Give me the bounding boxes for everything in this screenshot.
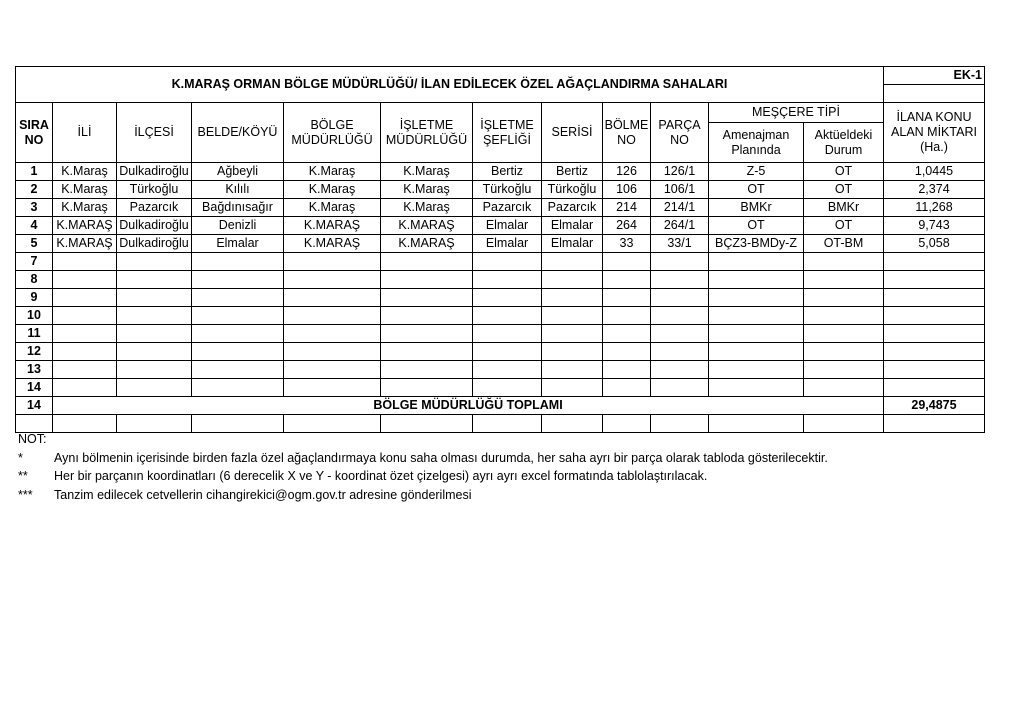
cell-seflik: Türkoğlu bbox=[473, 181, 542, 199]
cell-ilcesi bbox=[117, 289, 192, 307]
cell-bolme: 214 bbox=[603, 199, 651, 217]
header-ili: İLİ bbox=[53, 103, 117, 163]
notes-section bbox=[18, 430, 828, 504]
cell-seri: Elmalar bbox=[542, 217, 603, 235]
cell-ilcesi: Dulkadiroğlu bbox=[117, 217, 192, 235]
cell-alan bbox=[884, 289, 985, 307]
cell-no: 1 bbox=[16, 163, 53, 181]
total-value: 29,4875 bbox=[884, 397, 985, 415]
cell-ilcesi: Dulkadiroğlu bbox=[117, 163, 192, 181]
cell-bolge bbox=[284, 307, 381, 325]
cell-bolge: K.MARAŞ bbox=[284, 217, 381, 235]
cell-amenajman bbox=[709, 325, 804, 343]
blank-cell bbox=[884, 415, 985, 433]
cell-isletme bbox=[381, 379, 473, 397]
cell-bolge bbox=[284, 289, 381, 307]
cell-seflik bbox=[473, 361, 542, 379]
table-row bbox=[16, 253, 985, 271]
cell-amenajman: OT bbox=[709, 181, 804, 199]
cell-isletme: K.Maraş bbox=[381, 163, 473, 181]
header-sefligi: İŞLETME ŞEFLİĞİ bbox=[473, 103, 542, 163]
table-row bbox=[16, 325, 985, 343]
cell-bolge: K.Maraş bbox=[284, 181, 381, 199]
cell-aktuel bbox=[804, 253, 884, 271]
cell-ili: K.Maraş bbox=[53, 199, 117, 217]
cell-bolge: K.Maraş bbox=[284, 199, 381, 217]
cell-seflik: Pazarcık bbox=[473, 199, 542, 217]
note-item bbox=[18, 486, 828, 505]
header-belde: BELDE/KÖYÜ bbox=[192, 103, 284, 163]
cell-isletme bbox=[381, 253, 473, 271]
cell-alan: 11,268 bbox=[884, 199, 985, 217]
cell-bolge bbox=[284, 325, 381, 343]
cell-isletme: K.MARAŞ bbox=[381, 217, 473, 235]
cell-parca: 126/1 bbox=[651, 163, 709, 181]
cell-belde bbox=[192, 289, 284, 307]
cell-amenajman: OT bbox=[709, 217, 804, 235]
cell-parca bbox=[651, 271, 709, 289]
cell-isletme: K.Maraş bbox=[381, 199, 473, 217]
cell-ili bbox=[53, 307, 117, 325]
header-sira: SIRA NO bbox=[16, 103, 53, 163]
cell-no: 11 bbox=[16, 325, 53, 343]
cell-belde: Elmalar bbox=[192, 235, 284, 253]
cell-parca: 33/1 bbox=[651, 235, 709, 253]
cell-bolme: 264 bbox=[603, 217, 651, 235]
cell-seri: Bertiz bbox=[542, 163, 603, 181]
cell-ilcesi: Pazarcık bbox=[117, 199, 192, 217]
cell-belde bbox=[192, 379, 284, 397]
cell-ilcesi: Dulkadiroğlu bbox=[117, 235, 192, 253]
cell-ilcesi: Türkoğlu bbox=[117, 181, 192, 199]
note-text: Her bir parçanın koordinatları (6 derecelik X ve Y - koordinat özet çizelgesi) ayrı ayrı excel formatında tablolaştırılacak. bbox=[54, 469, 708, 483]
cell-no: 8 bbox=[16, 271, 53, 289]
table-row bbox=[16, 379, 985, 397]
table-row bbox=[16, 343, 985, 361]
cell-seri bbox=[542, 271, 603, 289]
total-row-number: 14 bbox=[16, 397, 53, 415]
cell-isletme bbox=[381, 361, 473, 379]
cell-aktuel: OT bbox=[804, 181, 884, 199]
notes-heading: NOT: bbox=[18, 432, 47, 446]
note-text: Aynı bölmenin içerisinde birden fazla özel ağaçlandırmaya konu saha olması durumda, her saha ayrı bir parça olarak tabloda gösterilecektir. bbox=[54, 450, 828, 465]
cell-seflik bbox=[473, 307, 542, 325]
header-amenajman: Amenajman Planında bbox=[709, 123, 804, 163]
cell-parca bbox=[651, 325, 709, 343]
cell-ili: K.Maraş bbox=[53, 181, 117, 199]
cell-no: 3 bbox=[16, 199, 53, 217]
cell-parca bbox=[651, 289, 709, 307]
cell-amenajman bbox=[709, 253, 804, 271]
cell-aktuel: OT bbox=[804, 163, 884, 181]
cell-belde bbox=[192, 271, 284, 289]
cell-bolme bbox=[603, 253, 651, 271]
cell-seri bbox=[542, 325, 603, 343]
cell-bolge: K.MARAŞ bbox=[284, 235, 381, 253]
cell-seri: Türkoğlu bbox=[542, 181, 603, 199]
cell-amenajman bbox=[709, 271, 804, 289]
cell-no: 12 bbox=[16, 343, 53, 361]
cell-bolge bbox=[284, 361, 381, 379]
cell-isletme bbox=[381, 289, 473, 307]
cell-aktuel bbox=[804, 307, 884, 325]
cell-ili bbox=[53, 289, 117, 307]
cell-alan bbox=[884, 343, 985, 361]
header-alan: İLANA KONU ALAN MİKTARI (Ha.) bbox=[884, 103, 985, 163]
cell-aktuel bbox=[804, 325, 884, 343]
cell-ilcesi bbox=[117, 307, 192, 325]
cell-seflik bbox=[473, 325, 542, 343]
note-marker: *** bbox=[18, 487, 33, 502]
cell-isletme bbox=[381, 325, 473, 343]
cell-seflik bbox=[473, 343, 542, 361]
cell-seflik: Bertiz bbox=[473, 163, 542, 181]
header-parca: PARÇA NO bbox=[651, 103, 709, 163]
cell-parca: 264/1 bbox=[651, 217, 709, 235]
header-ilcesi: İLÇESİ bbox=[117, 103, 192, 163]
cell-parca bbox=[651, 307, 709, 325]
cell-ili bbox=[53, 343, 117, 361]
cell-bolme bbox=[603, 307, 651, 325]
annex-blank-cell bbox=[884, 85, 985, 103]
cell-alan bbox=[884, 271, 985, 289]
cell-aktuel: OT bbox=[804, 217, 884, 235]
cell-no: 10 bbox=[16, 307, 53, 325]
cell-amenajman: Z-5 bbox=[709, 163, 804, 181]
cell-bolge bbox=[284, 253, 381, 271]
cell-ilcesi bbox=[117, 271, 192, 289]
cell-belde bbox=[192, 253, 284, 271]
cell-alan bbox=[884, 307, 985, 325]
cell-seflik bbox=[473, 271, 542, 289]
cell-amenajman: BMKr bbox=[709, 199, 804, 217]
cell-bolge bbox=[284, 343, 381, 361]
cell-seri bbox=[542, 289, 603, 307]
cell-ilcesi bbox=[117, 379, 192, 397]
cell-alan bbox=[884, 325, 985, 343]
table-row bbox=[16, 289, 985, 307]
cell-bolme bbox=[603, 271, 651, 289]
cell-bolme bbox=[603, 325, 651, 343]
cell-ili: K.MARAŞ bbox=[53, 217, 117, 235]
cell-amenajman bbox=[709, 361, 804, 379]
cell-ili bbox=[53, 253, 117, 271]
note-item bbox=[18, 449, 828, 468]
table-row bbox=[16, 181, 985, 199]
cell-belde bbox=[192, 325, 284, 343]
cell-isletme: K.MARAŞ bbox=[381, 235, 473, 253]
cell-aktuel bbox=[804, 289, 884, 307]
cell-no: 4 bbox=[16, 217, 53, 235]
header-bolge: BÖLGE MÜDÜRLÜĞÜ bbox=[284, 103, 381, 163]
cell-belde: Denizli bbox=[192, 217, 284, 235]
table-row bbox=[16, 217, 985, 235]
cell-parca: 106/1 bbox=[651, 181, 709, 199]
cell-alan bbox=[884, 253, 985, 271]
cell-parca bbox=[651, 253, 709, 271]
header-aktuel: Aktüeldeki Durum bbox=[804, 123, 884, 163]
cell-amenajman bbox=[709, 289, 804, 307]
cell-bolge: K.Maraş bbox=[284, 163, 381, 181]
table-row bbox=[16, 163, 985, 181]
cell-ili bbox=[53, 379, 117, 397]
cell-bolge bbox=[284, 271, 381, 289]
cell-alan bbox=[884, 361, 985, 379]
note-item bbox=[18, 467, 828, 486]
cell-belde bbox=[192, 361, 284, 379]
cell-alan: 9,743 bbox=[884, 217, 985, 235]
cell-ilcesi bbox=[117, 253, 192, 271]
cell-isletme bbox=[381, 307, 473, 325]
header-bolme: BÖLME NO bbox=[603, 103, 651, 163]
header-isletme: İŞLETME MÜDÜRLÜĞÜ bbox=[381, 103, 473, 163]
note-text: Tanzim edilecek cetvellerin cihangirekici@ogm.gov.tr adresine gönderilmesi bbox=[54, 487, 472, 502]
cell-seri bbox=[542, 253, 603, 271]
cell-aktuel: OT-BM bbox=[804, 235, 884, 253]
cell-belde: Kılılı bbox=[192, 181, 284, 199]
table-row bbox=[16, 271, 985, 289]
cell-bolme bbox=[603, 361, 651, 379]
cell-parca bbox=[651, 379, 709, 397]
cell-seri bbox=[542, 343, 603, 361]
cell-no: 13 bbox=[16, 361, 53, 379]
note-marker: * bbox=[18, 450, 23, 465]
cell-isletme bbox=[381, 343, 473, 361]
cell-parca bbox=[651, 343, 709, 361]
cell-belde bbox=[192, 343, 284, 361]
cell-seri bbox=[542, 379, 603, 397]
cell-bolge bbox=[284, 379, 381, 397]
note-marker: ** bbox=[18, 469, 28, 483]
cell-seri bbox=[542, 307, 603, 325]
cell-seri: Pazarcık bbox=[542, 199, 603, 217]
cell-no: 14 bbox=[16, 379, 53, 397]
cell-no: 9 bbox=[16, 289, 53, 307]
table-row bbox=[16, 307, 985, 325]
total-label: BÖLGE MÜDÜRLÜĞÜ TOPLAMI bbox=[53, 397, 884, 415]
cell-bolme: 106 bbox=[603, 181, 651, 199]
cell-seflik: Elmalar bbox=[473, 217, 542, 235]
header-serisi: SERİSİ bbox=[542, 103, 603, 163]
cell-alan: 2,374 bbox=[884, 181, 985, 199]
cell-seflik bbox=[473, 289, 542, 307]
cell-ili bbox=[53, 325, 117, 343]
cell-isletme bbox=[381, 271, 473, 289]
cell-ili bbox=[53, 271, 117, 289]
cell-parca: 214/1 bbox=[651, 199, 709, 217]
cell-amenajman: BÇZ3-BMDy-Z bbox=[709, 235, 804, 253]
cell-alan: 1,0445 bbox=[884, 163, 985, 181]
cell-aktuel bbox=[804, 361, 884, 379]
cell-bolme bbox=[603, 343, 651, 361]
cell-bolme bbox=[603, 289, 651, 307]
cell-parca bbox=[651, 361, 709, 379]
cell-belde: Ağbeyli bbox=[192, 163, 284, 181]
header-mescere: MEŞÇERE TİPİ bbox=[709, 103, 884, 123]
cell-belde: Bağdınısağır bbox=[192, 199, 284, 217]
cell-ili: K.MARAŞ bbox=[53, 235, 117, 253]
cell-amenajman bbox=[709, 307, 804, 325]
cell-alan: 5,058 bbox=[884, 235, 985, 253]
cell-seflik: Elmalar bbox=[473, 235, 542, 253]
cell-bolme: 33 bbox=[603, 235, 651, 253]
document-title: K.MARAŞ ORMAN BÖLGE MÜDÜRLÜĞÜ/ İLAN EDİLECEK ÖZEL AĞAÇLANDIRMA SAHALARI bbox=[16, 67, 884, 103]
cell-ili: K.Maraş bbox=[53, 163, 117, 181]
cell-no: 2 bbox=[16, 181, 53, 199]
cell-belde bbox=[192, 307, 284, 325]
cell-seri bbox=[542, 361, 603, 379]
cell-ilcesi bbox=[117, 325, 192, 343]
cell-no: 7 bbox=[16, 253, 53, 271]
cell-seri: Elmalar bbox=[542, 235, 603, 253]
table-row bbox=[16, 361, 985, 379]
cell-bolme bbox=[603, 379, 651, 397]
table-row bbox=[16, 199, 985, 217]
cell-isletme: K.Maraş bbox=[381, 181, 473, 199]
cell-ili bbox=[53, 361, 117, 379]
cell-no: 5 bbox=[16, 235, 53, 253]
cell-amenajman bbox=[709, 343, 804, 361]
cell-aktuel bbox=[804, 271, 884, 289]
annex-label: EK-1 bbox=[884, 67, 985, 85]
afforestation-table bbox=[15, 66, 985, 433]
cell-ilcesi bbox=[117, 343, 192, 361]
cell-alan bbox=[884, 379, 985, 397]
cell-aktuel bbox=[804, 379, 884, 397]
table-row bbox=[16, 235, 985, 253]
cell-amenajman bbox=[709, 379, 804, 397]
cell-seflik bbox=[473, 253, 542, 271]
cell-aktuel bbox=[804, 343, 884, 361]
cell-aktuel: BMKr bbox=[804, 199, 884, 217]
cell-ilcesi bbox=[117, 361, 192, 379]
cell-seflik bbox=[473, 379, 542, 397]
cell-bolme: 126 bbox=[603, 163, 651, 181]
